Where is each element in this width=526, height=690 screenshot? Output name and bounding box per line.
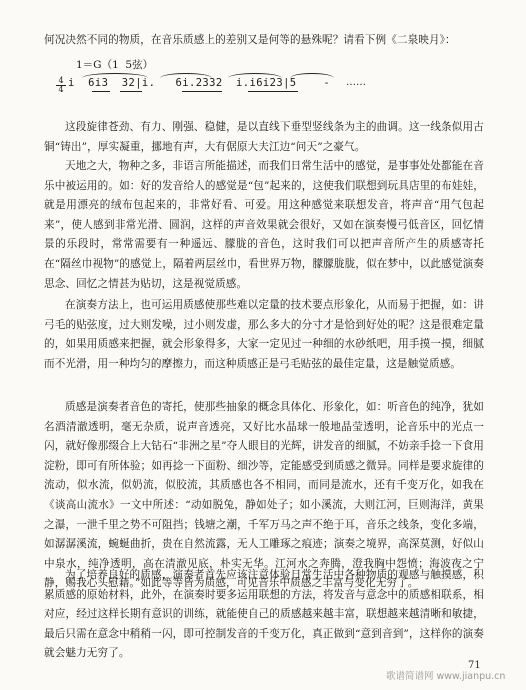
paragraph-1: 这段旋律苍劲、有力、刚强、稳健，是以直线下垂型竖线条为主的曲调。这一线条似用古铜“铸出”，厚实凝重，挪地有声，大有倨原大夫江边“问天”之豪气。 <box>44 121 484 153</box>
page-number: 71 <box>468 660 481 671</box>
score-beam <box>92 91 110 92</box>
paragraph-4: 质感是演奏者音色的寄托，使那些抽象的概念具体化、形象化，如：听音色的纯净，犹如名酒清澈透明，毫无杂质，说声音透亮，又好比水晶球一般地晶莹透明，论音乐中的光点一闪，就好像那缀合上大钻石“非洲之星”夺人眼目的光辉，讲发音的细腻，不妨亲手捻一下食用淀粉，即可有所体验；如再捻一下面粉、细沙等，定能感受到质感之微异。同样是要求旋律的流动，似水流，似奶流，似胶流，其质感也各不相同，而同是流水，还有千变万化，如我在《谈高山流水》一文中所述：“动如脱兔，静如处子；如小溪流，大则江河，巨则海洋，黄果之瀑，一泄千里之势不可阻挡；钱塘之潮，千军万马之声不绝于耳，音乐之线条，变化多端，如潺潺溪流，蜿蜒曲折，贵在自然流露，无人工雕琢之痕迹；演奏之境界，高深莫测，好似山中泉水，纯净透明，高在清澈见底，朴实无华。江河水之奔腾，澄我胸中怨愤；海波夜之宁静，赐我心头慰藉。”如此等等皆为质感，可见音乐中质感之丰富与变化无穷了。 <box>44 401 484 590</box>
watermark-text: 歌谱简谱网 www.jianpu.cn <box>386 671 506 682</box>
music-score-excerpt <box>56 57 476 97</box>
paragraph-2: 天地之大，物种之多，非语言所能描述，而我们日常生活中的感觉，是事事处处都能在音乐中被运用的。如：好的发音给人的感觉是“包”起来的，这使我们联想到玩具店里的布娃娃，就是用漂亮的绒布包起来的，非常好看、可爱。用这种感觉来联想发音，将声音“用气包起来”，使人感到非常光滑、圆润，这样的声音效果就会很好，又如在演奏慢弓低音区，回忆情景的乐段时，常常需要有一种遥远、朦胧的音色，这时我们可以把声音所产生的质感寄托在“隔丝巾视物”的感觉上，隔着两层丝巾，看世界万物，朦朦胧胧，似在梦中，以此感觉演奏思念、回忆之情甚为贴切，这是视觉质感。 <box>44 160 484 290</box>
score-key-signature: 1＝G（1 5弦） <box>76 59 154 71</box>
score-slur <box>228 73 282 78</box>
score-ellipsis: …… <box>346 77 366 88</box>
score-slur <box>290 73 334 78</box>
score-beam <box>248 91 298 92</box>
score-time-signature: 4 4 <box>56 77 66 94</box>
score-beam <box>182 91 222 92</box>
lead-line: 何况决然不同的物质，在音乐质感上的差别又是何等的悬殊呢？请看下例《二泉映月》： <box>44 34 456 46</box>
score-slur <box>160 73 212 78</box>
score-notes: i 6i3 32|i. 6i.2332 i.i6i23|5 - <box>68 77 331 89</box>
paragraph-5: 为了培养良好的质感，演奏者首先应该注意体验日常生活中各种物质的观感与触摸感，积累质感的原始材料，此外，在演奏时要多运用联想的方法，将发音与意念中的质感相联系，相对应，经过这样长期有意识的训练，就能使自己的质感越来越丰富，联想越来越清晰和敏捷，最后只需在意念中稍稍一闪，即可控制发音的千变万化，真正做到“意到音到”，这样你的演奏就会魅力无穷了。 <box>44 569 484 660</box>
score-slur <box>82 73 148 78</box>
score-beam <box>120 91 142 92</box>
paragraph-3: 在演奏方法上，也可运用质感使那些难以定量的技术要点形象化，从而易于把握，如：讲弓毛的贴弦度，过大则发噪，过小则发虚，那么多大的分寸才是恰到好处的呢？这是很难定量的，如果用质感来把握，就会形象得多，大家一定见过一种细的水砂纸吧，用手摸一摸，细腻而不光滑，用一种均匀的摩擦力，而这种质感正是弓毛贴弦的最佳定量，这是触觉质感。 <box>44 299 484 370</box>
